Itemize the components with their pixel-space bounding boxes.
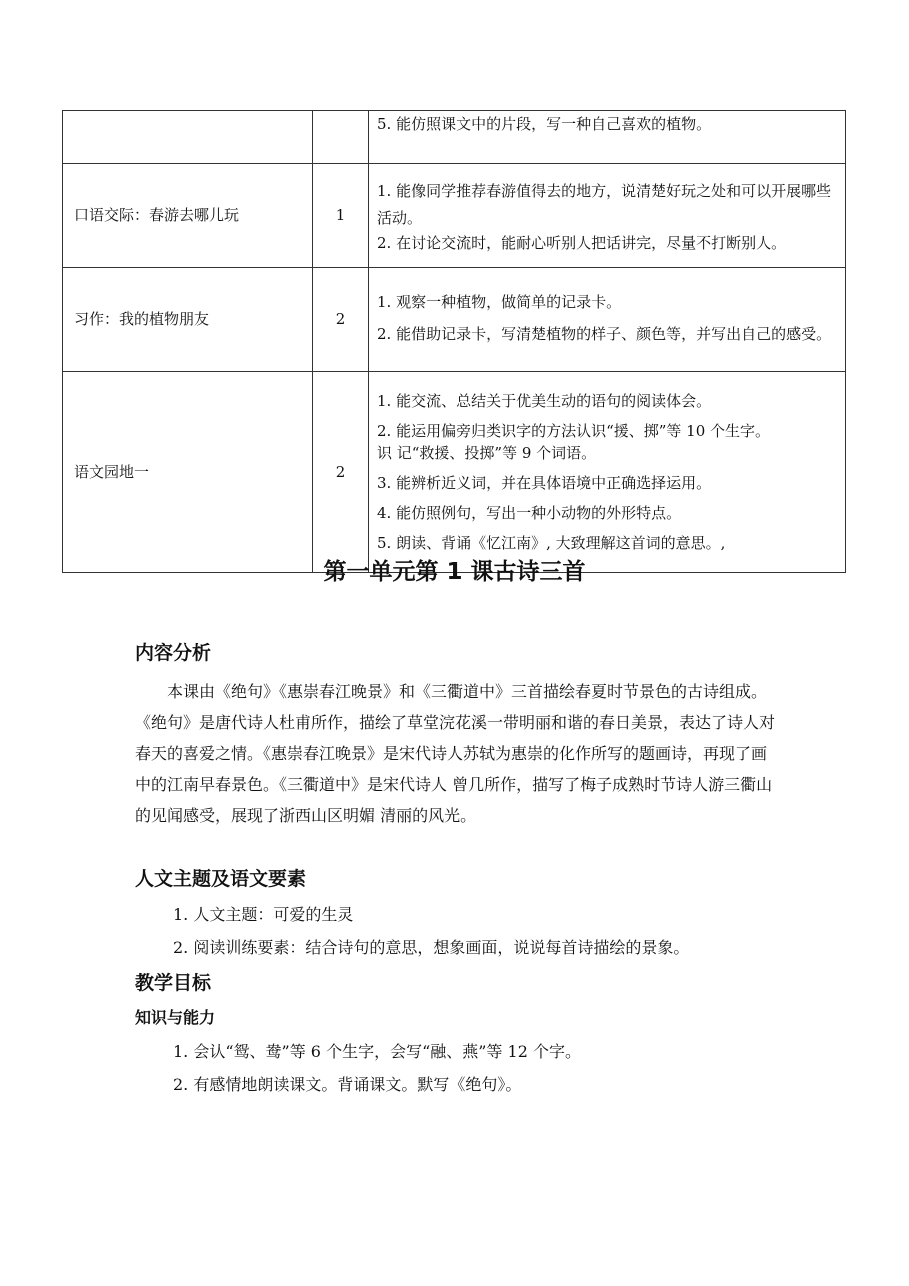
table-row	[63, 372, 846, 573]
goal-item: 5. 朗读、背诵《忆江南》, 大致理解这首词的意思。,	[377, 533, 726, 552]
hours-cell: 1	[313, 164, 369, 268]
goals-cell	[369, 164, 846, 268]
lesson-title: 第一单元第 1 课古诗三首	[323, 559, 586, 585]
goal-item: 2. 有感情地朗读课文。背诵课文。默写《绝句》。	[173, 1075, 522, 1094]
goals-cell	[369, 268, 846, 372]
hours-cell: 2	[313, 372, 369, 573]
lesson-plan-table	[62, 110, 846, 573]
goal-item: 3. 能辨析近义词，并在具体语境中正确选择运用。	[377, 473, 712, 492]
goals-cell	[369, 111, 846, 164]
goal-item: 1. 能交流、总结关于优美生动的语句的阅读体会。	[377, 391, 712, 410]
table-row	[63, 111, 846, 164]
goal-item: 2. 能运用偏旁归类识字的方法认识“援、掷”等 10 个生字。	[377, 421, 771, 440]
hours-cell	[313, 111, 369, 164]
section-heading-theme: 人文主题及语文要素	[135, 868, 307, 890]
goals-cell	[369, 372, 846, 573]
table-row	[63, 268, 846, 372]
table-row	[63, 164, 846, 268]
theme-item: 1. 人文主题：可爱的生灵	[173, 905, 354, 924]
unit-name-cell: 口语交际：春游去哪儿玩	[63, 164, 313, 268]
goal-item: 2. 在讨论交流时，能耐心听别人把话讲完，尽量不打断别人。	[377, 233, 787, 252]
goal-item: 1. 会认“鸳、鸯”等 6 个生字，会写“融、燕”等 12 个字。	[173, 1042, 581, 1061]
subheading-knowledge: 知识与能力	[135, 1008, 216, 1027]
theme-item: 2. 阅读训练要素：结合诗句的意思，想象画面，说说每首诗描绘的景象。	[173, 938, 690, 957]
goal-item: 识 记“救援、投掷”等 9 个词语。	[377, 443, 597, 462]
section-heading-goals: 教学目标	[135, 972, 212, 994]
goal-item: 2. 能借助记录卡，写清楚植物的样子、颜色等，并写出自己的感受。	[377, 325, 832, 343]
unit-name-cell	[63, 111, 313, 164]
goal-item: 1. 能像同学推荐春游值得去的地方，说清楚好玩之处和可以开展哪些活动。	[377, 181, 832, 227]
section-heading-content-analysis: 内容分析	[135, 642, 212, 664]
unit-name-cell: 语文园地一	[63, 372, 313, 573]
goal-item: 1. 观察一种植物，做简单的记录卡。	[377, 293, 622, 311]
goal-item: 5. 能仿照课文中的片段，写一种自己喜欢的植物。	[377, 115, 712, 133]
hours-cell: 2	[313, 268, 369, 372]
unit-name-cell: 习作：我的植物朋友	[63, 268, 313, 372]
goal-item: 4. 能仿照例句，写出一种小动物的外形特点。	[377, 503, 682, 522]
content-analysis-paragraph: 本课由《绝句》《惠崇春江晚景》和《三衢道中》三首描绘春夏时节景色的古诗组成。《绝句》是唐代诗人杜甫所作，描绘了草堂浣花溪一带明丽和谐的春日美景，表达了诗人对春天的喜爱之情。《惠崇春江晚景》是宋代诗人苏轼为惠崇的化作所写的题画诗，再现了画中的江南早春景色。《三衢道中》是宋代诗人 曾几所作，描写了梅子成熟时节诗人游三衢山的见闻感受，展现了浙西山区明媚 清丽的风光。	[135, 682, 776, 825]
